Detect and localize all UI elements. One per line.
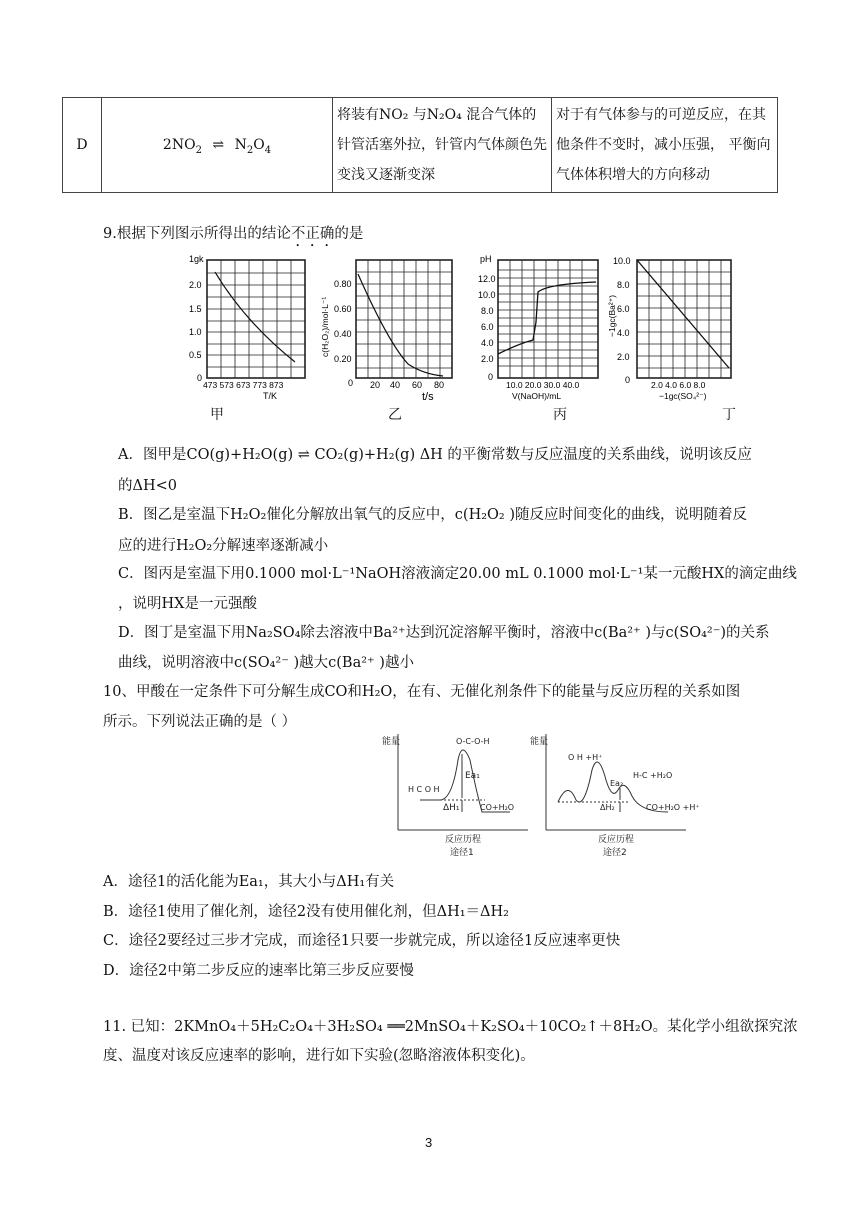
energy-diagram-path1 bbox=[380, 730, 530, 865]
svg-text:pH: pH bbox=[480, 254, 492, 264]
q9-option-b-line1: B．图乙是室温下H₂O₂催化分解放出氧气的反应中，c(H₂O₂ )随反应时间变化的曲线，说明随着反 bbox=[118, 507, 748, 523]
svg-text:0: 0 bbox=[348, 378, 354, 388]
svg-text:1.0: 1.0 bbox=[189, 327, 202, 337]
chart-jia bbox=[185, 252, 315, 402]
svg-text:Ea₂: Ea₂ bbox=[610, 779, 624, 788]
svg-text:4.0: 4.0 bbox=[481, 338, 494, 348]
svg-text:10.0 20.0 30.0 40.0: 10.0 20.0 30.0 40.0 bbox=[506, 380, 580, 390]
table-row bbox=[63, 98, 778, 193]
svg-text:−1gc(Ba²⁺): −1gc(Ba²⁺) bbox=[607, 294, 617, 337]
q9-option-d-line1: D．图丁是室温下用Na₂SO₄除去溶液中Ba²⁺达到沉淀溶解平衡时，溶液中c(Ba²⁺ )与c(SO₄²⁻)的关系 bbox=[118, 625, 770, 641]
svg-text:8.0: 8.0 bbox=[481, 306, 494, 316]
svg-text:60: 60 bbox=[412, 380, 423, 390]
svg-text:2.0: 2.0 bbox=[617, 352, 630, 362]
q9-stem: 9.根据下列图示所得出的结论不正确的是 bbox=[103, 226, 364, 242]
svg-text:12.0: 12.0 bbox=[478, 274, 496, 284]
chart-bing bbox=[478, 252, 603, 402]
q10-stem-line2: 所示。下列说法正确的是（ ） bbox=[103, 714, 297, 730]
series-line bbox=[358, 274, 443, 376]
q9-option-c-line2: ，说明HX是一元强酸 bbox=[118, 596, 257, 612]
series-line bbox=[215, 272, 295, 362]
ylabel: 1gk bbox=[189, 254, 204, 264]
answer-table bbox=[62, 97, 778, 193]
chart-yi bbox=[318, 252, 458, 402]
svg-text:473 573 673 773 873: 473 573 673 773 873 bbox=[203, 380, 284, 390]
svg-text:T/K: T/K bbox=[263, 391, 278, 401]
svg-text:6.0: 6.0 bbox=[617, 304, 630, 314]
page-number: 3 bbox=[425, 1135, 433, 1150]
svg-text:0: 0 bbox=[625, 375, 631, 385]
ylabel: c(H₂O₂)/mol·L⁻¹ bbox=[320, 296, 330, 357]
q11-stem-line2: 度、温度对该反应速率的影响，进行如下实验(忽略溶液体积变化)。 bbox=[103, 1048, 535, 1064]
caption-yi: 乙 bbox=[388, 407, 402, 423]
svg-text:6.0: 6.0 bbox=[481, 322, 494, 332]
svg-text:途径2: 途径2 bbox=[603, 848, 627, 858]
q9-option-d-line2: 曲线，说明溶液中c(SO₄²⁻ )越大c(Ba²⁺ )越小 bbox=[118, 655, 414, 671]
svg-text:0.5: 0.5 bbox=[189, 350, 202, 360]
svg-text:2.0 4.0 6.0 8.0: 2.0 4.0 6.0 8.0 bbox=[651, 380, 706, 390]
phenomenon-cell: 将装有NO₂ 与N₂O₄ 混合气体的 针管活塞外拉，针管内气体颜色先 变浅又逐渐变深 bbox=[333, 98, 552, 193]
svg-text:CO+H₂O: CO+H₂O bbox=[480, 803, 515, 812]
svg-text:CO+H₂O +H⁺: CO+H₂O +H⁺ bbox=[646, 803, 700, 812]
q9-option-c-line1: C．图丙是室温下用0.1000 mol·L⁻¹NaOH溶液滴定20.00 mL 0.1000 mol·L⁻¹某一元酸HX的滴定曲线 bbox=[118, 566, 797, 582]
svg-text:ΔH₁: ΔH₁ bbox=[443, 803, 460, 813]
svg-text:−1gc(SO₄²⁻): −1gc(SO₄²⁻) bbox=[659, 391, 707, 401]
q9-option-b-line2: 应的进行H₂O₂分解速率逐渐减小 bbox=[118, 538, 329, 554]
q10-stem-line1: 10、甲酸在一定条件下可分解生成CO和H₂O，在有、无催化剂条件下的能量与反应历程的关系如图 bbox=[103, 684, 741, 700]
q9-option-a-line2: 的ΔH<0 bbox=[118, 478, 177, 494]
svg-text:能量: 能量 bbox=[530, 737, 549, 747]
svg-text:0.80: 0.80 bbox=[334, 279, 352, 289]
q10-option-c: C．途径2要经过三步才完成，而途径1只要一步就完成，所以途径1反应速率更快 bbox=[103, 933, 621, 949]
svg-text:H-C +H₂O: H-C +H₂O bbox=[633, 771, 673, 780]
svg-text:途径1: 途径1 bbox=[450, 848, 474, 858]
explanation-cell: 对于有气体参与的可逆反应，在其 他条件不变时，减小压强， 平衡向 气体体积增大的方向移动 bbox=[552, 98, 778, 193]
svg-text:2.0: 2.0 bbox=[189, 280, 202, 290]
q10-option-d: D．途径2中第二步反应的速率比第三步反应要慢 bbox=[103, 963, 414, 979]
svg-text:8.0: 8.0 bbox=[617, 280, 630, 290]
q11-stem-line1: 11. 已知：2KMnO₄＋5H₂C₂O₄＋3H₂SO₄ ══2MnSO₄＋K₂SO₄＋10CO₂↑＋8H₂O。某化学小组欲探究浓 bbox=[103, 1019, 798, 1035]
reaction-equation: $2NO_2$ ⇌ $N_2O_4$ bbox=[102, 98, 333, 193]
svg-text:0: 0 bbox=[488, 372, 494, 382]
svg-text:1.5: 1.5 bbox=[189, 304, 202, 314]
q9-option-a-line1: A．图甲是CO(g)+H₂O(g) ⇌ CO₂(g)+H₂(g) ΔH 的平衡常数与反应温度的关系曲线，说明该反应 bbox=[118, 447, 752, 463]
svg-text:10.0: 10.0 bbox=[613, 256, 631, 266]
svg-text:80: 80 bbox=[434, 380, 445, 390]
svg-text:0: 0 bbox=[197, 373, 203, 383]
svg-text:0.40: 0.40 bbox=[334, 329, 352, 339]
svg-text:H C O H: H C O H bbox=[408, 785, 440, 794]
q10-option-b: B．途径1使用了催化剂，途径2没有使用催化剂，但ΔH₁＝ΔH₂ bbox=[103, 904, 509, 920]
svg-text:0.20: 0.20 bbox=[334, 354, 352, 364]
svg-text:反应历程: 反应历程 bbox=[598, 835, 635, 845]
energy-diagram-path2 bbox=[528, 730, 700, 865]
chart-ding bbox=[605, 252, 735, 402]
svg-text:反应历程: 反应历程 bbox=[445, 835, 482, 845]
svg-text:O-C-O-H: O-C-O-H bbox=[456, 737, 490, 746]
svg-text:40: 40 bbox=[390, 380, 401, 390]
svg-text:20: 20 bbox=[370, 380, 381, 390]
q10-option-a: A．途径1的活化能为Ea₁，其大小与ΔH₁有关 bbox=[103, 874, 395, 890]
caption-jia: 甲 bbox=[210, 407, 224, 423]
svg-text:能量: 能量 bbox=[382, 737, 401, 747]
svg-text:V(NaOH)/mL: V(NaOH)/mL bbox=[512, 391, 562, 401]
svg-text:10.0: 10.0 bbox=[478, 290, 496, 300]
svg-text:t/s: t/s bbox=[422, 391, 434, 403]
svg-text:Ea₁: Ea₁ bbox=[465, 771, 480, 781]
row-label: D bbox=[63, 98, 102, 193]
caption-bing: 丙 bbox=[553, 407, 567, 423]
svg-text:2.0: 2.0 bbox=[481, 354, 494, 364]
svg-text:O H +H⁺: O H +H⁺ bbox=[568, 753, 603, 762]
svg-text:4.0: 4.0 bbox=[617, 328, 630, 338]
series-line bbox=[637, 260, 729, 368]
svg-text:ΔH₂: ΔH₂ bbox=[600, 803, 615, 812]
svg-text:0.60: 0.60 bbox=[334, 304, 352, 314]
caption-ding: 丁 bbox=[722, 407, 736, 423]
